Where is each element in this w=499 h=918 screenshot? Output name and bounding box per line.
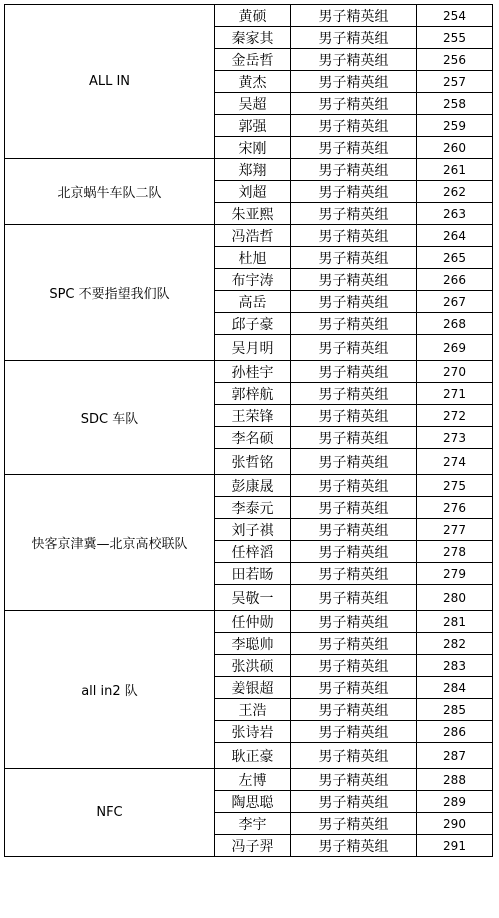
bib-number-cell: 271 <box>417 383 493 405</box>
member-name-cell: 李名硕 <box>215 427 291 449</box>
group-cell: 男子精英组 <box>291 405 417 427</box>
group-cell: 男子精英组 <box>291 115 417 137</box>
bib-number-cell: 263 <box>417 203 493 225</box>
group-cell: 男子精英组 <box>291 699 417 721</box>
bib-number-cell: 287 <box>417 743 493 769</box>
team-name-cell: ALL IN <box>5 5 215 159</box>
bib-number-cell: 277 <box>417 519 493 541</box>
team-name-cell: 北京蜗牛车队二队 <box>5 159 215 225</box>
table-row <box>5 159 493 181</box>
group-cell: 男子精英组 <box>291 291 417 313</box>
bib-number-cell: 278 <box>417 541 493 563</box>
member-name-cell: 王荣锋 <box>215 405 291 427</box>
group-cell: 男子精英组 <box>291 721 417 743</box>
member-name-cell: 刘超 <box>215 181 291 203</box>
member-name-cell: 吴敬一 <box>215 585 291 611</box>
group-cell: 男子精英组 <box>291 791 417 813</box>
table-row <box>5 361 493 383</box>
member-name-cell: 金岳哲 <box>215 49 291 71</box>
group-cell: 男子精英组 <box>291 449 417 475</box>
group-cell: 男子精英组 <box>291 541 417 563</box>
member-name-cell: 黄硕 <box>215 5 291 27</box>
group-cell: 男子精英组 <box>291 835 417 857</box>
roster-table <box>4 4 493 857</box>
team-name-cell: 快客京津冀—北京高校联队 <box>5 475 215 611</box>
member-name-cell: 邱子豪 <box>215 313 291 335</box>
bib-number-cell: 279 <box>417 563 493 585</box>
group-cell: 男子精英组 <box>291 743 417 769</box>
group-cell: 男子精英组 <box>291 49 417 71</box>
member-name-cell: 杜旭 <box>215 247 291 269</box>
member-name-cell: 冯浩哲 <box>215 225 291 247</box>
bib-number-cell: 254 <box>417 5 493 27</box>
group-cell: 男子精英组 <box>291 769 417 791</box>
bib-number-cell: 276 <box>417 497 493 519</box>
bib-number-cell: 291 <box>417 835 493 857</box>
table-row <box>5 611 493 633</box>
member-name-cell: 彭康晟 <box>215 475 291 497</box>
team-name-cell: all in2 队 <box>5 611 215 769</box>
table-row <box>5 5 493 27</box>
group-cell: 男子精英组 <box>291 137 417 159</box>
member-name-cell: 陶思聪 <box>215 791 291 813</box>
bib-number-cell: 267 <box>417 291 493 313</box>
bib-number-cell: 270 <box>417 361 493 383</box>
group-cell: 男子精英组 <box>291 427 417 449</box>
bib-number-cell: 257 <box>417 71 493 93</box>
bib-number-cell: 258 <box>417 93 493 115</box>
member-name-cell: 姜银超 <box>215 677 291 699</box>
group-cell: 男子精英组 <box>291 225 417 247</box>
member-name-cell: 孙桂宇 <box>215 361 291 383</box>
group-cell: 男子精英组 <box>291 203 417 225</box>
member-name-cell: 高岳 <box>215 291 291 313</box>
bib-number-cell: 286 <box>417 721 493 743</box>
table-row <box>5 769 493 791</box>
member-name-cell: 田若旸 <box>215 563 291 585</box>
group-cell: 男子精英组 <box>291 269 417 291</box>
member-name-cell: 张诗岩 <box>215 721 291 743</box>
group-cell: 男子精英组 <box>291 247 417 269</box>
bib-number-cell: 290 <box>417 813 493 835</box>
member-name-cell: 李泰元 <box>215 497 291 519</box>
bib-number-cell: 274 <box>417 449 493 475</box>
member-name-cell: 冯子羿 <box>215 835 291 857</box>
group-cell: 男子精英组 <box>291 611 417 633</box>
member-name-cell: 黄杰 <box>215 71 291 93</box>
bib-number-cell: 285 <box>417 699 493 721</box>
member-name-cell: 朱亚熙 <box>215 203 291 225</box>
bib-number-cell: 272 <box>417 405 493 427</box>
bib-number-cell: 261 <box>417 159 493 181</box>
member-name-cell: 李聪帅 <box>215 633 291 655</box>
bib-number-cell: 281 <box>417 611 493 633</box>
bib-number-cell: 264 <box>417 225 493 247</box>
member-name-cell: 张洪硕 <box>215 655 291 677</box>
bib-number-cell: 268 <box>417 313 493 335</box>
team-name-cell: NFC <box>5 769 215 857</box>
group-cell: 男子精英组 <box>291 181 417 203</box>
group-cell: 男子精英组 <box>291 27 417 49</box>
group-cell: 男子精英组 <box>291 335 417 361</box>
bib-number-cell: 266 <box>417 269 493 291</box>
bib-number-cell: 288 <box>417 769 493 791</box>
group-cell: 男子精英组 <box>291 93 417 115</box>
group-cell: 男子精英组 <box>291 563 417 585</box>
table-row <box>5 475 493 497</box>
group-cell: 男子精英组 <box>291 585 417 611</box>
bib-number-cell: 284 <box>417 677 493 699</box>
bib-number-cell: 265 <box>417 247 493 269</box>
bib-number-cell: 289 <box>417 791 493 813</box>
group-cell: 男子精英组 <box>291 519 417 541</box>
member-name-cell: 秦家其 <box>215 27 291 49</box>
member-name-cell: 耿正豪 <box>215 743 291 769</box>
member-name-cell: 王浩 <box>215 699 291 721</box>
group-cell: 男子精英组 <box>291 5 417 27</box>
bib-number-cell: 255 <box>417 27 493 49</box>
member-name-cell: 布宇涛 <box>215 269 291 291</box>
bib-number-cell: 283 <box>417 655 493 677</box>
roster-body <box>5 5 493 857</box>
group-cell: 男子精英组 <box>291 633 417 655</box>
bib-number-cell: 280 <box>417 585 493 611</box>
bib-number-cell: 282 <box>417 633 493 655</box>
team-name-cell: SDC 车队 <box>5 361 215 475</box>
team-name-cell: SPC 不要指望我们队 <box>5 225 215 361</box>
bib-number-cell: 256 <box>417 49 493 71</box>
member-name-cell: 吴月明 <box>215 335 291 361</box>
bib-number-cell: 262 <box>417 181 493 203</box>
member-name-cell: 左博 <box>215 769 291 791</box>
member-name-cell: 郭梓航 <box>215 383 291 405</box>
bib-number-cell: 259 <box>417 115 493 137</box>
group-cell: 男子精英组 <box>291 497 417 519</box>
member-name-cell: 张哲铭 <box>215 449 291 475</box>
member-name-cell: 任仲勋 <box>215 611 291 633</box>
member-name-cell: 宋刚 <box>215 137 291 159</box>
bib-number-cell: 273 <box>417 427 493 449</box>
member-name-cell: 郑翔 <box>215 159 291 181</box>
group-cell: 男子精英组 <box>291 677 417 699</box>
group-cell: 男子精英组 <box>291 813 417 835</box>
member-name-cell: 吴超 <box>215 93 291 115</box>
group-cell: 男子精英组 <box>291 383 417 405</box>
member-name-cell: 李宇 <box>215 813 291 835</box>
group-cell: 男子精英组 <box>291 475 417 497</box>
table-row <box>5 225 493 247</box>
group-cell: 男子精英组 <box>291 313 417 335</box>
member-name-cell: 任梓滔 <box>215 541 291 563</box>
group-cell: 男子精英组 <box>291 159 417 181</box>
group-cell: 男子精英组 <box>291 655 417 677</box>
group-cell: 男子精英组 <box>291 71 417 93</box>
member-name-cell: 郭强 <box>215 115 291 137</box>
bib-number-cell: 275 <box>417 475 493 497</box>
bib-number-cell: 269 <box>417 335 493 361</box>
member-name-cell: 刘子祺 <box>215 519 291 541</box>
bib-number-cell: 260 <box>417 137 493 159</box>
group-cell: 男子精英组 <box>291 361 417 383</box>
